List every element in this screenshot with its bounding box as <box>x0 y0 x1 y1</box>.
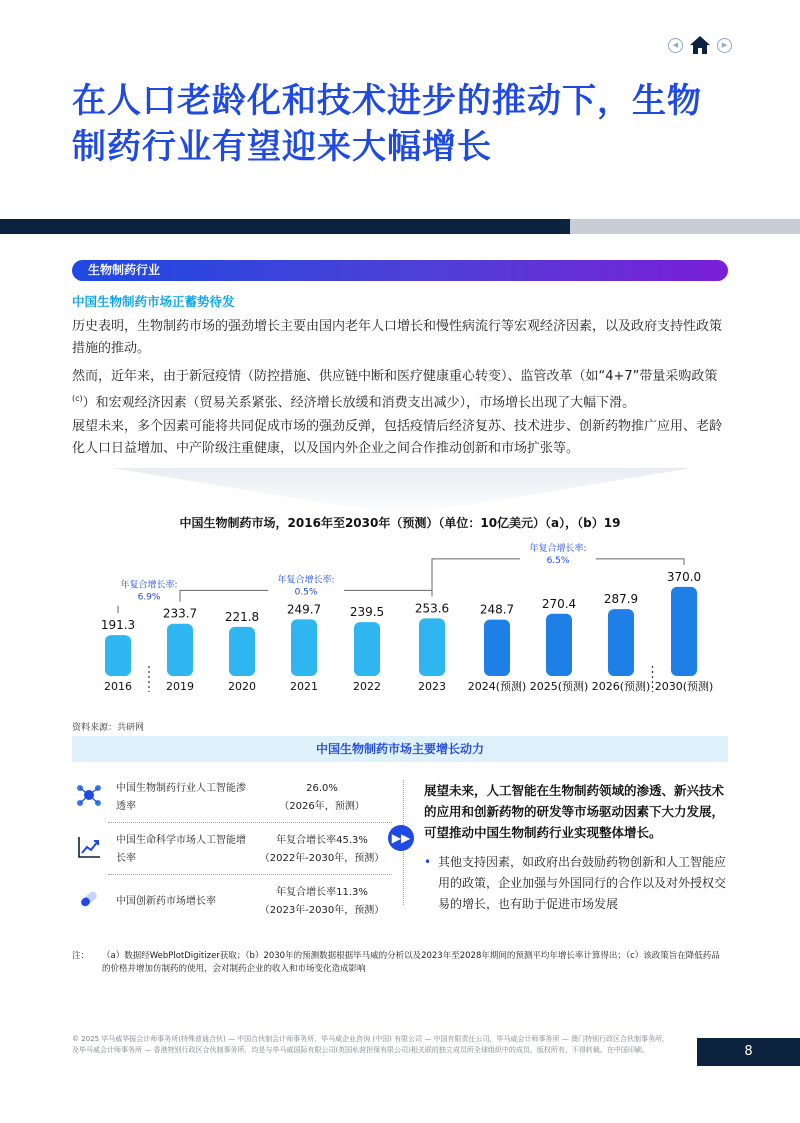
page-number: 8 <box>697 1038 800 1066</box>
driver-label: 中国生命科学市场人工智能增长率 <box>116 835 246 864</box>
capsule-icon <box>76 886 102 912</box>
paragraph-outlook: 展望未来，多个因素可能将共同促成市场的强劲反弹，包括疫情后经济复苏、技术进步、创新药物推广应用、老龄化人口日益增加、中产阶级注重健康，以及国内外企业之间合作推动创新和市场扩张等。 <box>72 419 723 456</box>
bar-value-label: 287.9 <box>603 592 639 607</box>
paragraph-decline: 然而，近年来，由于新冠疫情（防控措施、供应链中断和医疗健康重心转变）、监管改革（如“4+7”带量采购政策$^{(c)}$）和宏观经济因素（贸易关系紧张、经济增长放缓和消费支出减少），市场增长出现了大幅下滑。 <box>72 369 718 411</box>
chart-bar <box>671 587 697 676</box>
home-icon[interactable] <box>689 34 711 56</box>
chart-bar <box>354 622 380 676</box>
driver-value: 年复合增长率45.3% （2022年-2030年，预测） <box>259 835 385 864</box>
driver-label: 中国生物制药行业人工智能渗透率 <box>116 783 246 812</box>
chart-bar <box>167 624 193 676</box>
category-label: 2019 <box>166 680 194 693</box>
cagr-value: 6.5% <box>546 555 570 566</box>
market-bar-chart <box>90 540 740 700</box>
category-label: 2016 <box>104 680 132 693</box>
notes-label: 注： <box>72 951 90 961</box>
bar-value-label: 221.8 <box>224 609 260 624</box>
previous-page-icon[interactable]: ◀ <box>668 38 683 53</box>
bar-value-label: 239.5 <box>349 605 385 620</box>
ai-network-icon <box>76 782 102 808</box>
bar-value-label: 370.0 <box>666 569 702 584</box>
driver-row <box>72 776 392 820</box>
footer-copyright: © 2025 毕马威华振会计师事务所(特殊普通合伙) — 中国合伙制会计师事务所，毕马威企业咨询 (中国) 有限公司 — 中国有限责任公司，毕马威会计师事务所 — 澳门特别行政区合伙制事务所，及毕马威会计师事务所 — 香港特别行政区合伙制事务所，均是与毕马威国际有限公司(英国私营担保有限公司)相关联的独立成员所全球组织中的成员。版权所有，不得转载。在中国印刷。 <box>72 1035 669 1054</box>
page-title: 在人口老龄化和技术进步的推动下，生物制药行业有望迎来大幅增长 <box>72 81 702 167</box>
cagr-value: 0.5% <box>294 587 318 598</box>
chart-title: 中国生物制药市场，2016年至2030年（预测）（单位：10亿美元）（a），（b）19 <box>179 516 621 530</box>
driver-value: 年复合增长率11.3% （2023年-2030年，预测） <box>259 887 385 916</box>
category-label: 2023 <box>418 680 446 693</box>
category-label: 2020 <box>228 680 256 693</box>
drivers-bullet: • 其他支持因素，如政府出台鼓励药物创新和人工智能应用的政策，企业加强与外国同行的合作以及对外授权交易的增长，也有助于促进市场发展 <box>424 852 730 915</box>
chart-bar <box>229 627 255 676</box>
chart-bar <box>484 620 510 676</box>
cagr-label: 年复合增长率: <box>120 580 178 591</box>
header-divider-band <box>0 219 800 234</box>
cagr-label: 年复合增长率: <box>277 575 335 586</box>
section-subheading: 中国生物制药市场正蓄势待发 <box>72 294 235 309</box>
chart-bar <box>291 619 317 676</box>
funnel-shape <box>112 468 692 516</box>
bar-value-label: 249.7 <box>286 602 322 617</box>
cagr-value: 6.9% <box>137 592 161 603</box>
notes-text: （a）数据经WebPlotDigitizer获取；（b）2030年的预测数据根据毕马威的分析以及2023年至2028年期间的预测平均年增长率计算得出；（c）该政策旨在降低药品的价格并增加仿制药的使用，会对制药企业的收入和市场变化造成影响 <box>102 951 720 974</box>
paragraph-history: 历史表明，生物制药市场的强劲增长主要由国内老年人口增长和慢性病流行等宏观经济因素，以及政府支持性政策措施的推动。 <box>72 319 723 356</box>
category-label: 2026(预测) <box>591 680 651 693</box>
bar-value-label: 248.7 <box>479 602 515 617</box>
category-label: 2030(预测) <box>654 680 714 693</box>
cagr-label: 年复合增长率: <box>529 543 587 554</box>
page-navigation <box>668 34 732 56</box>
chart-source: 资料来源：共研网 <box>72 723 145 733</box>
category-label: 2025(预测) <box>529 680 589 693</box>
driver-value: 26.0% （2026年，预测） <box>279 783 365 812</box>
driver-label: 中国创新药市场增长率 <box>116 896 216 907</box>
bar-value-label: 253.6 <box>414 601 450 616</box>
bar-value-label: 270.4 <box>541 596 577 611</box>
driver-row <box>72 880 392 924</box>
bar-value-label: 191.3 <box>100 618 136 633</box>
category-label: 2022 <box>353 680 381 693</box>
section-banner: 生物制药行业 <box>72 260 728 281</box>
fast-forward-icon: ▶▶ <box>388 825 414 851</box>
chart-bar <box>105 635 131 676</box>
driver-row <box>72 828 392 872</box>
category-label: 2021 <box>290 680 318 693</box>
bar-value-label: 233.7 <box>162 606 198 621</box>
growth-chart-icon <box>76 834 102 860</box>
next-page-icon[interactable]: ▶ <box>717 38 732 53</box>
category-label: 2024(预测) <box>467 680 527 693</box>
chart-bar <box>608 609 634 676</box>
chart-bar <box>546 614 572 676</box>
drivers-title: 中国生物制药市场主要增长动力 <box>72 736 728 762</box>
chart-bar <box>419 618 445 676</box>
drivers-summary: 展望未来，人工智能在生物制药领域的渗透、新兴技术的应用和创新药物的研发等市场驱动因素下大力发展，可望推动中国生物制药行业实现整体增长。 <box>424 783 725 840</box>
